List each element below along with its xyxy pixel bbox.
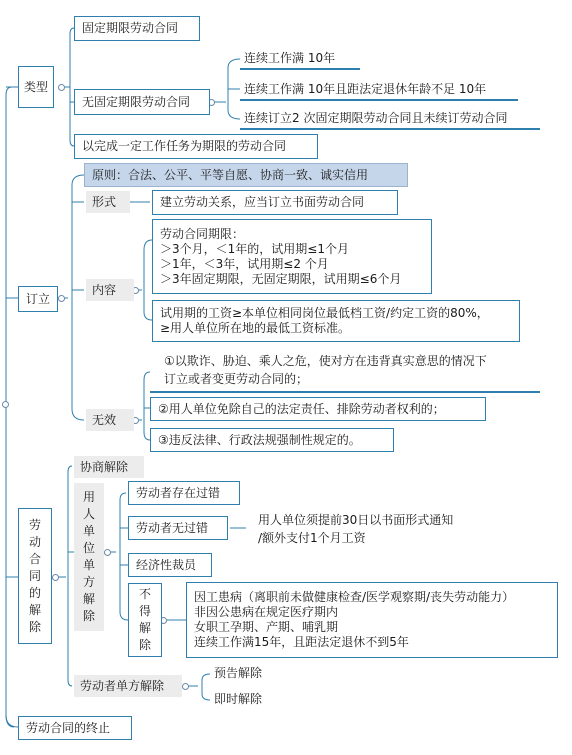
collapse-toggle-conclusion[interactable] xyxy=(58,295,65,302)
invalid-item-1-line-1: ①以欺诈、胁迫、乘人之危，使对方在违背真实意思的情况下 xyxy=(164,354,487,368)
node-type-label: 类型 xyxy=(23,79,48,94)
invalid-item-2-label: ②用人单位免除自己的法定责任、排除劳动者权利的； xyxy=(158,401,445,416)
collapse-toggle-employer[interactable] xyxy=(104,549,111,556)
open-ended-condition-3: 连续订立2 次固定期限劳动合同且未续订劳动合同 xyxy=(244,111,508,125)
employer-char-7: 解 xyxy=(82,592,95,606)
probation-line-2: ＞3个月，＜1年的，试用期≤1个月 xyxy=(160,241,349,256)
probation-line-4: ＞3年固定期限，无固定期限，试用期≤6个月 xyxy=(160,271,402,286)
node-type[interactable] xyxy=(18,66,54,108)
node-layoff[interactable] xyxy=(128,553,212,577)
node-form-detail[interactable] xyxy=(152,190,398,215)
prohibited-char-2: 得 xyxy=(138,604,151,618)
node-content-label: 内容 xyxy=(92,282,117,297)
node-invalid-label: 无效 xyxy=(92,412,117,427)
collapse-toggle-employee[interactable] xyxy=(182,683,189,690)
prohibited-item-1: 因工患病（离职前未做健康检查/医学观察期/丧失劳动能力） xyxy=(194,590,515,604)
node-principle[interactable] xyxy=(84,163,408,187)
termination-char-5: 的 xyxy=(28,585,41,600)
node-no-fault-label: 劳动者无过错 xyxy=(136,520,209,535)
termination-char-6: 解 xyxy=(28,602,41,617)
employer-char-5: 单 xyxy=(82,558,95,572)
prohibited-char-3: 解 xyxy=(138,621,151,635)
node-prohibited[interactable] xyxy=(128,583,162,657)
node-open-ended[interactable] xyxy=(74,89,210,115)
node-open-ended-label: 无固定期限劳动合同 xyxy=(82,94,191,109)
invalid-item-3-label: ③违反法律、行政法规强制性规定的。 xyxy=(158,432,361,447)
prohibited-char-4: 除 xyxy=(138,638,151,652)
node-task-based-label: 以完成一定工作任务为期限的劳动合同 xyxy=(82,139,287,153)
node-end[interactable] xyxy=(18,716,132,740)
employer-char-1: 用 xyxy=(82,490,95,504)
node-probation[interactable] xyxy=(152,219,432,294)
node-termination[interactable] xyxy=(18,508,52,644)
prohibited-item-2: 非因公患病在规定医疗期内 xyxy=(194,605,339,619)
prohibited-item-4: 连续工作满15年，且距法定退休不到5年 xyxy=(194,635,409,649)
node-employee-fault-label: 劳动者存在过错 xyxy=(136,485,221,500)
node-conclusion-label: 订立 xyxy=(26,291,51,306)
node-employer[interactable] xyxy=(74,483,104,631)
node-mutual-label: 协商解除 xyxy=(80,459,129,474)
no-fault-note xyxy=(258,511,453,547)
node-employee-unilateral[interactable] xyxy=(74,675,182,697)
node-probation-wage[interactable] xyxy=(152,300,520,342)
node-form[interactable] xyxy=(86,191,130,213)
probation-line-3: ＞1年，＜3年，试用期≤2 个月 xyxy=(160,256,329,271)
employer-char-8: 除 xyxy=(82,609,95,623)
prohibited-char-1: 不 xyxy=(138,587,151,601)
node-end-label: 劳动合同的终止 xyxy=(26,720,111,735)
node-form-label: 形式 xyxy=(92,194,117,209)
open-ended-condition-1: 连续工作满 10年 xyxy=(244,51,336,65)
node-prohibited-items[interactable] xyxy=(186,582,558,658)
termination-char-1: 劳 xyxy=(28,517,41,532)
termination-char-7: 除 xyxy=(28,619,41,634)
node-mutual[interactable] xyxy=(74,456,144,478)
node-invalid[interactable] xyxy=(86,409,134,431)
employer-char-2: 人 xyxy=(82,507,95,521)
collapse-toggle-termination[interactable] xyxy=(52,574,59,581)
collapse-toggle-root[interactable] xyxy=(2,401,9,408)
node-task-based[interactable] xyxy=(74,134,318,159)
termination-char-3: 合 xyxy=(28,551,41,566)
node-content[interactable] xyxy=(86,279,134,301)
invalid-item-1 xyxy=(164,352,487,388)
prohibited-item-3: 女职工孕期、产期、哺乳期 xyxy=(194,620,339,634)
node-no-fault[interactable] xyxy=(128,516,228,540)
node-layoff-label: 经济性裁员 xyxy=(136,557,197,572)
invalid-item-2[interactable] xyxy=(150,397,486,421)
wage-line-2: ≥用人单位所在地的最低工资标准。 xyxy=(160,321,351,335)
employer-char-6: 方 xyxy=(82,575,95,589)
probation-line-1: 劳动合同期限： xyxy=(160,226,245,241)
open-ended-condition-2: 连续工作满 10年且距法定退休年龄不足 10年 xyxy=(244,82,487,96)
node-form-detail-label: 建立劳动关系，应当订立书面劳动合同 xyxy=(160,195,365,209)
node-conclusion[interactable] xyxy=(18,286,58,312)
node-employee-unilateral-label: 劳动者单方解除 xyxy=(80,678,165,693)
node-principle-label: 原则：合法、公平、平等自愿、协商一致、诚实信用 xyxy=(92,167,369,182)
collapse-toggle-type[interactable] xyxy=(58,84,65,91)
employer-char-4: 位 xyxy=(82,541,95,555)
node-fixed-term[interactable] xyxy=(74,16,200,41)
node-employee-fault[interactable] xyxy=(128,481,240,505)
invalid-item-3[interactable] xyxy=(150,428,394,452)
no-fault-note-line-1: 用人单位须提前30日以书面形式通知 xyxy=(258,513,454,527)
employer-char-3: 单 xyxy=(82,524,95,538)
employee-item-immediate: 即时解除 xyxy=(214,692,263,706)
invalid-item-1-line-2: 订立或者变更劳动合同的； xyxy=(164,372,309,386)
termination-char-2: 动 xyxy=(28,534,41,549)
termination-char-4: 同 xyxy=(28,568,41,583)
node-fixed-term-label: 固定期限劳动合同 xyxy=(82,21,179,35)
wage-line-1: 试用期的工资≥本单位相同岗位最低档工资/约定工资的80%， xyxy=(160,306,489,320)
no-fault-note-line-2: /额外支付1个月工资 xyxy=(258,531,366,545)
employee-item-notice: 预告解除 xyxy=(214,666,263,680)
